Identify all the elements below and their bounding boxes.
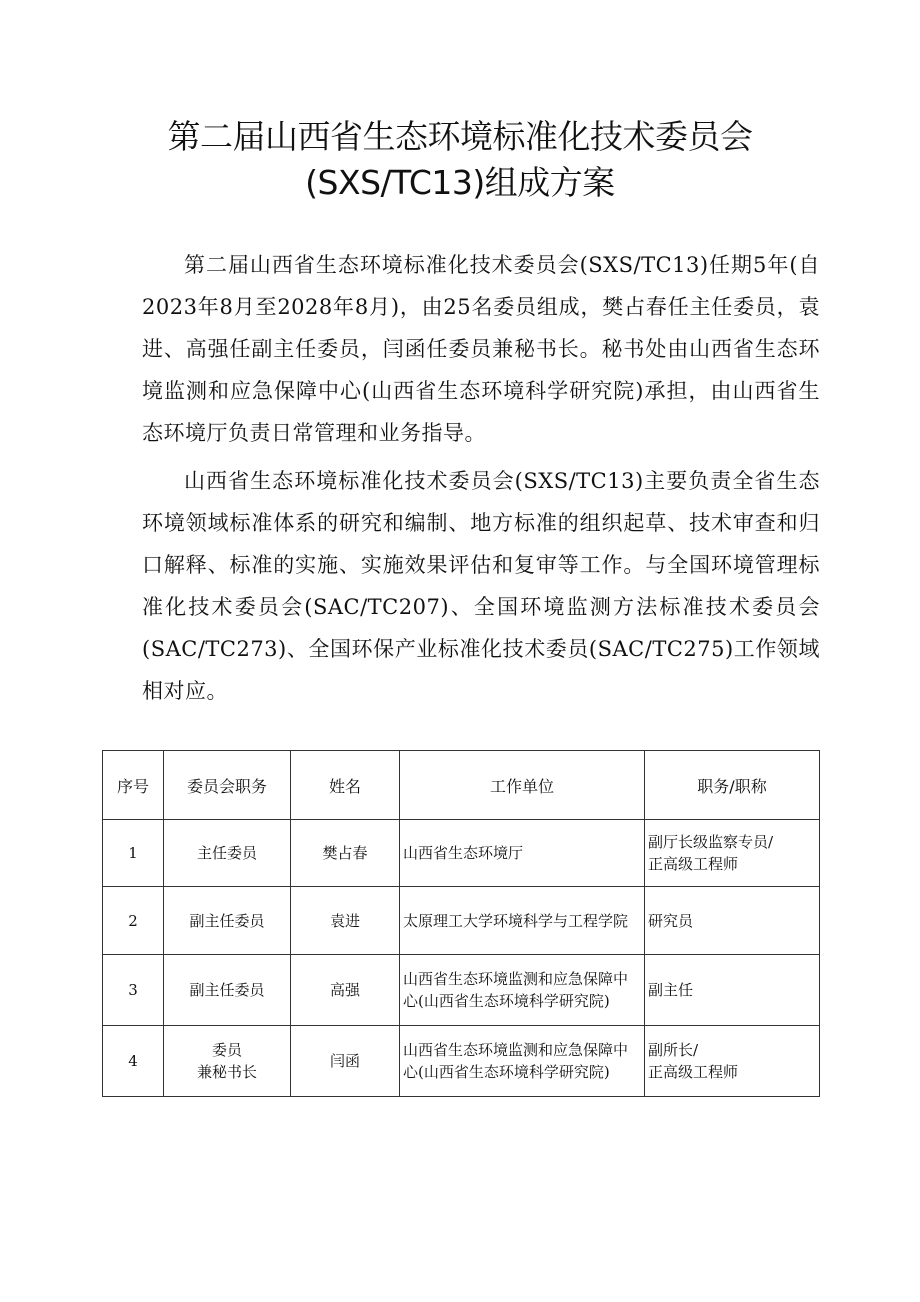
cell-unit: 山西省生态环境监测和应急保障中心(山西省生态环境科学研究院) — [400, 1026, 645, 1097]
cell-unit: 山西省生态环境监测和应急保障中心(山西省生态环境科学研究院) — [400, 955, 645, 1026]
cell-number: 4 — [103, 1026, 164, 1097]
title-line: 副主任 — [648, 981, 694, 999]
title-line: 正高级工程师 — [648, 1063, 739, 1081]
role-line: 副主任委员 — [189, 911, 265, 930]
role-line: 主任委员 — [196, 844, 257, 862]
paragraph-responsibilities: 山西省生态环境标准化技术委员会(SXS/TC13)主要负责全省生态环境领域标准体系的研究和编制、地方标准的组织起草、技术审查和归口解释、标准的实施、实施效果评估和复审等工作。与全国环境管理标准化技术委员会(SAC/TC207)、全国环境监测方法标准技术委员会(SAC/TC273)、全国环保产业标准化技术委员(SAC/TC275)工作领域相对应。 — [142, 469, 820, 703]
role-line: 副主任委员 — [189, 981, 265, 999]
document-title-line1: 第二届山西省生态环境标准化技术委员会 — [167, 117, 753, 156]
header-role: 委员会职务 — [164, 751, 291, 820]
title-line: 副所长/ — [648, 1041, 699, 1059]
cell-unit: 太原理工大学环境科学与工程学院 — [400, 887, 645, 955]
document-title-line2: (SXS/TC13)组成方案 — [305, 163, 615, 202]
header-unit: 工作单位 — [400, 751, 645, 820]
title-line: 正高级工程师 — [648, 855, 739, 873]
cell-name: 闫函 — [291, 1026, 400, 1097]
role-line: 委员 — [211, 1041, 242, 1059]
cell-name: 高强 — [291, 955, 400, 1026]
cell-unit: 山西省生态环境厅 — [400, 820, 645, 887]
cell-title — [645, 887, 820, 955]
cell-role — [164, 820, 291, 887]
table-row — [103, 887, 820, 955]
cell-name: 樊占春 — [291, 820, 400, 887]
cell-title — [645, 820, 820, 887]
table-row — [103, 955, 820, 1026]
cell-role — [164, 887, 291, 955]
cell-role — [164, 1026, 291, 1097]
cell-number: 3 — [103, 955, 164, 1026]
cell-title — [645, 1026, 820, 1097]
title-line: 研究员 — [648, 911, 694, 930]
table-row — [103, 820, 820, 887]
header-title: 职务/职称 — [645, 751, 820, 820]
cell-role — [164, 955, 291, 1026]
paragraph-term-and-members: 第二届山西省生态环境标准化技术委员会(SXS/TC13)任期5年(自2023年8月至2028年8月)，由25名委员组成，樊占春任主任委员，袁进、高强任副主任委员，闫函任委员兼秘书长。秘书处由山西省生态环境监测和应急保障中心(山西省生态环境科学研究院)承担，由山西省生态环境厅负责日常管理和业务指导。 — [142, 253, 820, 445]
cell-name: 袁进 — [291, 887, 400, 955]
header-name: 姓名 — [291, 751, 400, 820]
role-line: 兼秘书长 — [196, 1063, 257, 1081]
cell-title — [645, 955, 820, 1026]
header-number: 序号 — [103, 751, 164, 820]
cell-number: 1 — [103, 820, 164, 887]
table-header-row — [103, 751, 820, 820]
title-line: 副厅长级监察专员/ — [648, 833, 774, 851]
committee-roster-table — [102, 750, 820, 1097]
cell-number: 2 — [103, 887, 164, 955]
table-row — [103, 1026, 820, 1097]
